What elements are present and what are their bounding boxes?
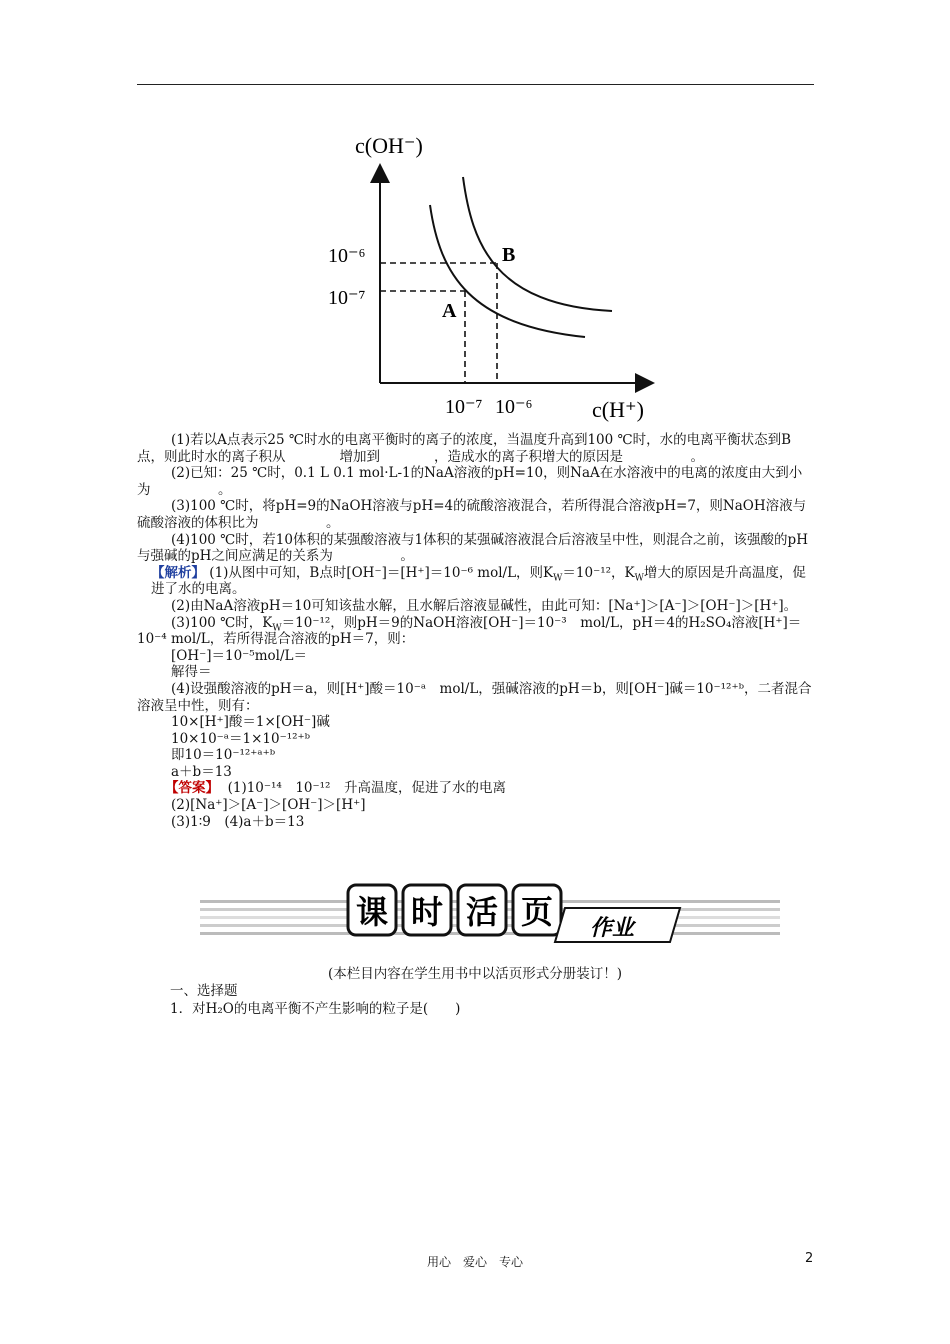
question-2: (2)已知：25 ℃时，0.1 L 0.1 mol·L-1的NaA溶液的pH=10，则NaA在水溶液中的电离的浓度由大到小为 。 — [137, 465, 803, 498]
y-axis-label: c(OH⁻) — [355, 133, 423, 158]
question-text — [137, 432, 814, 830]
curve-100c — [463, 177, 612, 311]
answer-1 — [137, 780, 814, 797]
ion-product-figure — [320, 125, 660, 425]
y-tick-high: 10⁻⁶ — [328, 245, 366, 267]
activity-page-banner — [200, 880, 780, 950]
section-heading: 一、选择题 — [170, 983, 238, 999]
analysis-3-line2: [OH⁻]＝10⁻⁵mol/L＝ — [171, 647, 307, 664]
y-tick-low: 10⁻⁷ — [328, 287, 366, 309]
exercise-block — [170, 982, 460, 1018]
question-3: (3)100 ℃时，将pH=9的NaOH溶液与pH=4的硫酸溶液混合，若所得混合溶液pH=7，则NaOH溶液与硫酸溶液的体积比为 。 — [137, 498, 807, 531]
analysis-1-pre: (1)从图中可知，B点时[OH⁻]＝[H⁺]＝10⁻⁶ mol/L，则K — [209, 564, 554, 581]
analysis-1-end: 增大的原因是升高温度，促进了水的电离。 — [151, 564, 806, 598]
page-footer: 用心 爱心 专心 — [426, 1255, 523, 1269]
analysis-3: (3)100 ℃时，$K_W=10^{-12}$，则pH＝9的NaOH溶液[OH⁻]＝10⁻³ mol/L，pH＝4的H₂SO₄溶液[H⁺]＝10⁻⁴ mol/L，若所得混合溶液的pH＝7，则： — [137, 614, 802, 648]
analysis-4-line3: 10×10⁻ᵃ＝1×10⁻¹²⁺ᵇ — [171, 730, 311, 747]
analysis-4-line2: 10×[H⁺]酸＝1×[OH⁻]碱 — [171, 714, 330, 731]
question-4: (4)100 ℃时，若10体积的某强酸溶液与1体积的某强碱溶液混合后溶液呈中性，则混合之前，该强酸的pH与强碱的pH之间应满足的关系为 。 — [137, 531, 808, 565]
question-1: (1)若以A点表示25 ℃时水的电离平衡时的离子的浓度，当温度升高到100 ℃时，水的电离平衡状态到B点，则此时水的离子积从 增加到 ，造成水的离子积增大的原因是 。 — [137, 432, 792, 465]
x-tick-high: 10⁻⁶ — [495, 396, 533, 418]
x-axis-label: c(H⁺) — [592, 397, 644, 422]
header-rule — [137, 84, 814, 85]
answer-1-text: (1)10⁻¹⁴ 10⁻¹² 升高温度，促进了水的电离 — [227, 780, 506, 797]
answer-2: (2)[Na⁺]＞[A⁻]＞[OH⁻]＞[H⁺] — [171, 797, 366, 814]
x-tick-low: 10⁻⁷ — [445, 396, 483, 418]
banner-sub: 作业 — [589, 916, 635, 941]
banner-char-4: 页 — [520, 893, 554, 931]
analysis-3-line3: 解得＝ — [171, 664, 212, 681]
page-number: 2 — [805, 1251, 814, 1266]
answer-3: (3)1∶9 (4)a＋b＝13 — [171, 813, 305, 830]
analysis-2: (2)由NaA溶液pH＝10可知该盐水解，且水解后溶液显碱性，由此可知：[Na⁺]＞[A⁻]＞[OH⁻]＞[H⁺]。 — [171, 597, 798, 614]
answer-tag: 【答案】 — [165, 780, 219, 797]
analysis-4-line4: 即10＝10⁻¹²⁺ᵃ⁺ᵇ — [171, 747, 276, 764]
question-1-choice: 1．对H₂O的电离平衡不产生影响的粒子是( ) — [170, 1001, 461, 1017]
analysis-3-b: ＝10⁻¹²，则pH＝9的NaOH溶液[OH⁻]＝10⁻³ mol/L，pH＝4的H₂SO₄溶液[H⁺]＝10⁻⁴ mol/L，若所得混合溶液的pH＝7，则： — [137, 614, 802, 648]
binding-note: (本栏目内容在学生用书中以活页形式分册装订！) — [327, 966, 623, 982]
banner-char-2: 时 — [410, 893, 444, 931]
point-a-label: A — [442, 300, 457, 322]
analysis-4-line1: (4)设强酸溶液的pH＝a，则[H⁺]酸＝10⁻ᵃ mol/L，强碱溶液的pH＝b，则[OH⁻]碱＝10⁻¹²⁺ᵇ，二者混合溶液呈中性，则有： — [137, 680, 812, 714]
analysis-1: 【解析】 (1)从图中可知，B点时[OH⁻]＝[H⁺]＝10⁻⁶ mol/L，则$K_W=10^{-12}$，$K_W$增大的原因是升高温度，促进了水的电离。 — [151, 564, 806, 598]
banner-char-1: 课 — [355, 893, 389, 931]
point-b-label: B — [502, 244, 516, 266]
analysis-1-mid: ＝10⁻¹²，K — [562, 564, 635, 581]
analysis-4-line5: a＋b＝13 — [171, 763, 232, 780]
analysis-3-a: (3)100 ℃时，K — [171, 614, 273, 631]
banner-char-3: 活 — [465, 893, 499, 931]
analysis-tag: 【解析】 — [151, 564, 205, 581]
